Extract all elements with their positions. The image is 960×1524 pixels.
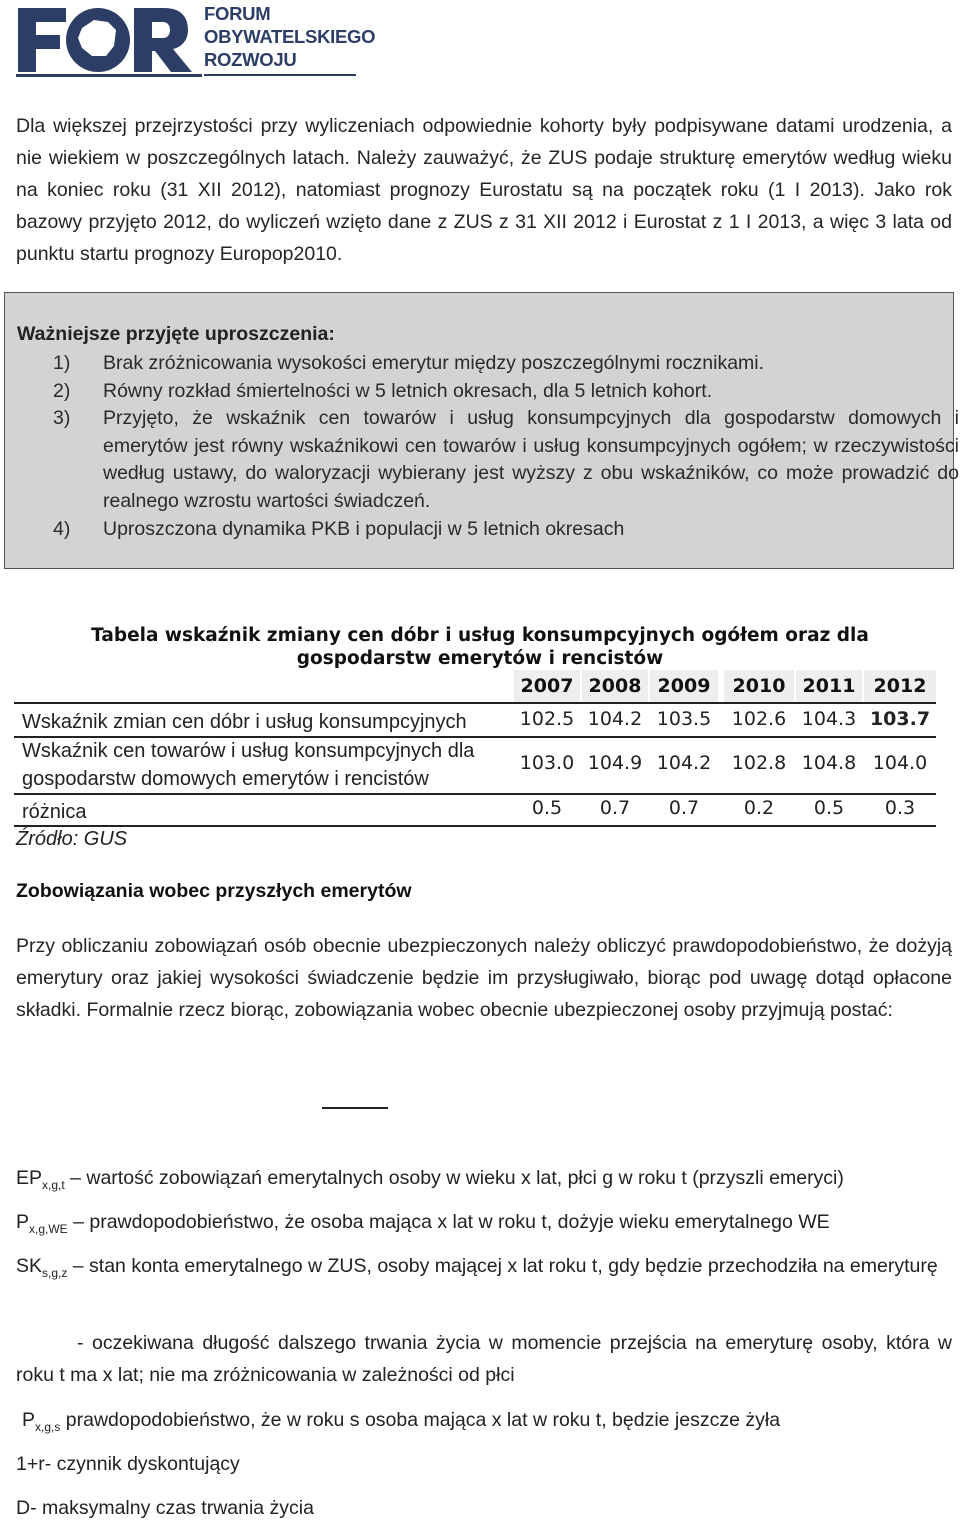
table-source: Źródło: GUS <box>16 828 128 850</box>
year-header: 2009 <box>650 670 718 702</box>
table-cell: 104.9 <box>587 752 643 774</box>
definition-text: – stan konta emerytalnego w ZUS, osoby mającej x lat roku t, gdy będzie przechodziła na emeryturę <box>67 1255 938 1277</box>
table-cell: 103.7 <box>869 708 931 730</box>
table-cell: 104.0 <box>872 752 928 774</box>
definition-max-life: D- maksymalny czas trwania życia <box>16 1497 314 1519</box>
item-number: 3) <box>53 407 71 429</box>
table-row-label: Wskaźnik zmian cen dóbr i usług konsumpcyjnych <box>22 711 467 733</box>
logo-line-1: FORUM <box>204 3 271 24</box>
table-cell: 102.5 <box>519 708 575 730</box>
table-title-line-2: gospodarstw emerytów i rencistów <box>296 648 664 669</box>
table-row-label: Wskaźnik cen towarów i usług konsumpcyjnych dla <box>22 740 475 762</box>
simplifications-title: Ważniejsze przyjęte uproszczenia: <box>17 323 335 345</box>
subscript-sk: s,g,z <box>42 1265 68 1280</box>
table-row-label: gospodarstw domowych emerytów i rencistów <box>22 768 429 790</box>
definition-sk <box>16 1250 952 1289</box>
formula-fraction-line <box>322 1107 388 1109</box>
logo-line-3: ROZWOJU <box>204 49 297 70</box>
item-text: Uproszczona dynamika PKB i populacji w 5 letnich okresach <box>103 518 625 540</box>
table-cell: 102.8 <box>731 752 787 774</box>
definition-text: prawdopodobieństwo, że w roku s osoba mająca x lat w roku t, będzie jeszcze żyła <box>60 1409 781 1431</box>
subscript-p: x,g,s <box>35 1419 61 1434</box>
for-logo <box>16 2 376 78</box>
definition-p-we <box>16 1206 952 1245</box>
table-cell: 0.5 <box>531 797 563 819</box>
definition-text: – wartość zobowiązań emerytalnych osoby w wieku x lat, płci g w roku t (przyszli emeryci) <box>64 1167 844 1189</box>
table-cell: 103.5 <box>656 708 712 730</box>
for-logo-mark-icon <box>16 2 202 78</box>
table-title-line-1: Tabela wskaźnik zmiany cen dóbr i usług konsumpcyjnych ogółem oraz dla <box>91 625 869 646</box>
symbol-sk: SK <box>16 1255 43 1277</box>
table-cell: 0.3 <box>884 797 916 819</box>
symbol-p: P <box>16 1211 30 1233</box>
item-number: 1) <box>53 352 71 374</box>
section-paragraph: Przy obliczaniu zobowiązań osób obecnie ubezpieczonych należy obliczyć prawdopodobieństwo, że dożyją emerytury oraz jakiej wysokości świadczenie będzie im przysługiwało, biorąc pod uwagę dotąd opłacone składki. Formalnie rzecz biorąc, zobowiązania wobec obecnie ubezpieczonej osoby przyjmują postać: <box>16 935 952 1021</box>
table-rule <box>14 702 936 704</box>
table-cell: 0.7 <box>599 797 631 819</box>
year-header: 2007 <box>514 670 580 702</box>
section-heading: Zobowiązania wobec przyszłych emerytów <box>16 880 412 902</box>
item-text: Brak zróżnicowania wysokości emerytur między poszczególnymi rocznikami. <box>103 352 765 374</box>
table-rule <box>14 825 936 827</box>
definition-p-s <box>22 1404 958 1443</box>
item-number: 2) <box>53 380 71 402</box>
table-cell: 103.0 <box>519 752 575 774</box>
subscript-ep: x,g,t <box>42 1177 65 1192</box>
table-cell: 0.2 <box>743 797 775 819</box>
table-cell: 102.6 <box>731 708 787 730</box>
item-number: 4) <box>53 518 71 540</box>
symbol-ep: EP <box>16 1167 43 1189</box>
table-row-label: różnica <box>22 801 87 823</box>
intro-paragraph: Dla większej przejrzystości przy wyliczeniach odpowiednie kohorty były podpisywane datami urodzenia, a nie wiekiem w poszczególnych latach. Należy zauważyć, że ZUS podaje strukturę emerytów według wieku na koniec roku (31 XII 2012), natomiast prognozy Eurostatu są na początek roku (1 I 2013). Jako rok bazowy przyjęto 2012, do wyliczeń wzięto dane z ZUS z 31 XII 2012 i Eurostat z 1 I 2013, a więc 3 lata od punktu startu prognozy Europop2010. <box>16 115 952 265</box>
item-text: Przyjęto, że wskaźnik cen towarów i usług konsumpcyjnych dla gospodarstw domowych i emerytów jest równy wskaźnikowi cen towarów i usług konsumpcyjnych ogółem; w rzeczywistości według ustawy, do waloryzacji wybierany jest wyższy z obu wskaźników, co może prowadzić do realnego wzrostu wartości świadczeń. <box>103 407 959 512</box>
symbol-p: P <box>22 1409 36 1431</box>
table-cell: 104.2 <box>656 752 712 774</box>
table-cell: 104.8 <box>801 752 857 774</box>
table-cell: 104.2 <box>587 708 643 730</box>
subscript-p: x,g,WE <box>29 1221 68 1236</box>
logo-rule <box>204 74 356 76</box>
definition-ep <box>16 1162 952 1201</box>
year-header: 2008 <box>582 670 648 702</box>
logo-text <box>204 2 375 71</box>
table-cell: 0.7 <box>668 797 700 819</box>
definition-text: – prawdopodobieństwo, że osoba mająca x lat w roku t, dożyje wieku emerytalnego WE <box>67 1211 830 1233</box>
definition-discount: 1+r- czynnik dyskontujący <box>16 1453 240 1475</box>
table-rule <box>14 793 936 795</box>
table-title <box>40 624 920 670</box>
simplifications-box <box>4 292 959 569</box>
item-text: Równy rozkład śmiertelności w 5 letnich okresach, dla 5 letnich kohort. <box>103 380 713 402</box>
table-header-years <box>0 670 960 702</box>
year-header: 2011 <box>796 670 862 702</box>
logo-line-2: OBYWATELSKIEGO <box>204 26 376 47</box>
year-header: 2010 <box>724 670 794 702</box>
definition-life-expectancy: - oczekiwana długość dalszego trwania życia w momencie przejścia na emeryturę osoby, która w roku t ma x lat; nie ma zróżnicowania w zależności od płci <box>16 1332 952 1386</box>
year-header: 2012 <box>864 670 936 702</box>
table-cell: 104.3 <box>801 708 857 730</box>
table-cell: 0.5 <box>813 797 845 819</box>
